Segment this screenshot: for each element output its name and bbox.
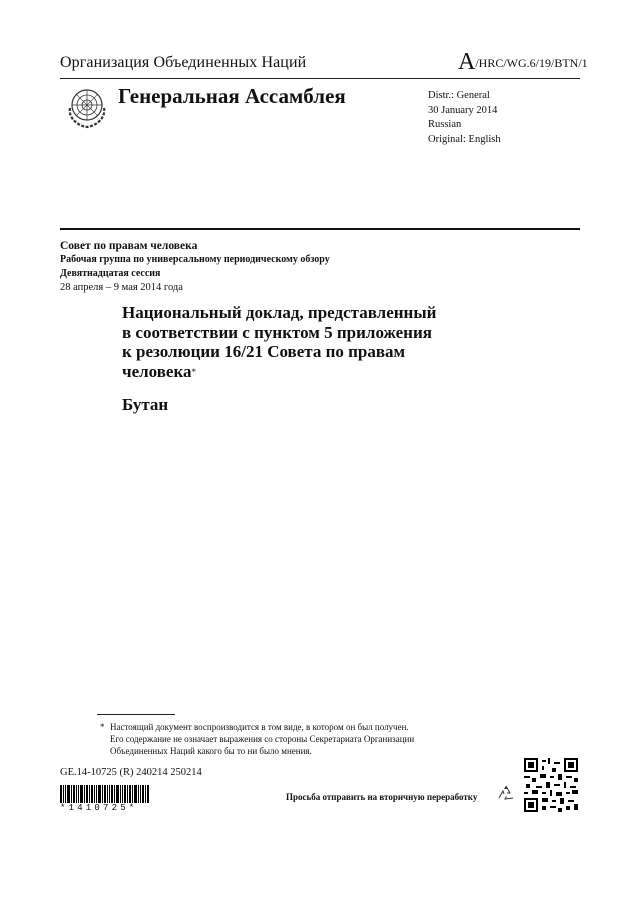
distr-date: 30 January 2014 xyxy=(428,104,498,116)
document-title xyxy=(122,303,502,382)
footnote-star: * xyxy=(100,722,105,732)
distr-language: Russian xyxy=(428,119,462,131)
council-name: Совет по правам человека xyxy=(60,240,198,252)
title-line: в соответствии с пунктом 5 приложения xyxy=(122,322,432,342)
barcode-text: *1410725* xyxy=(60,803,138,813)
distr-status: Distr.: General xyxy=(428,90,490,101)
title-line: к резолюции 16/21 Совета по правам xyxy=(122,342,406,361)
meeting-block xyxy=(60,239,330,295)
footnote-line: Объединенных Наций какого бы то ни было мнения. xyxy=(110,746,312,757)
un-emblem-icon xyxy=(64,84,110,130)
recycle-text: Просьба отправить на вторичную переработку xyxy=(286,792,478,802)
title-line: человека xyxy=(122,361,192,381)
job-number: GE.14-10725 (R) 240214 250214 xyxy=(60,767,202,778)
qr-code-icon xyxy=(524,758,578,812)
symbol-prefix: A xyxy=(458,49,476,75)
footnote-line: Его содержание не означает выражения со стороны Секретариата Организации xyxy=(110,734,415,745)
symbol-rest: /HRC/WG.6/19/BTN/1 xyxy=(475,56,588,70)
barcode-icon xyxy=(60,785,150,803)
body-name: Генеральная Ассамблея xyxy=(118,84,346,108)
footnote xyxy=(100,721,500,758)
footnote-rule xyxy=(97,714,175,715)
country-name: Бутан xyxy=(122,395,169,414)
distribution-block xyxy=(428,89,501,147)
organization-name: Организация Объединенных Наций xyxy=(60,54,307,71)
document-symbol xyxy=(458,49,588,75)
header-rule xyxy=(60,78,580,79)
footnote-line: Настоящий документ воспроизводится в том виде, в котором он был получен. xyxy=(110,722,409,732)
distr-original: Original: English xyxy=(428,133,501,145)
session-dates: 28 апреля – 9 мая 2014 года xyxy=(60,282,183,293)
section-rule xyxy=(60,228,580,230)
title-line: Национальный доклад, представленный xyxy=(122,303,437,322)
session: Девятнадцатая сессия xyxy=(60,268,161,279)
footnote-marker: * xyxy=(191,366,197,377)
working-group: Рабочая группа по универсальному периодическому обзору xyxy=(60,254,330,265)
recycle-icon xyxy=(496,784,516,804)
